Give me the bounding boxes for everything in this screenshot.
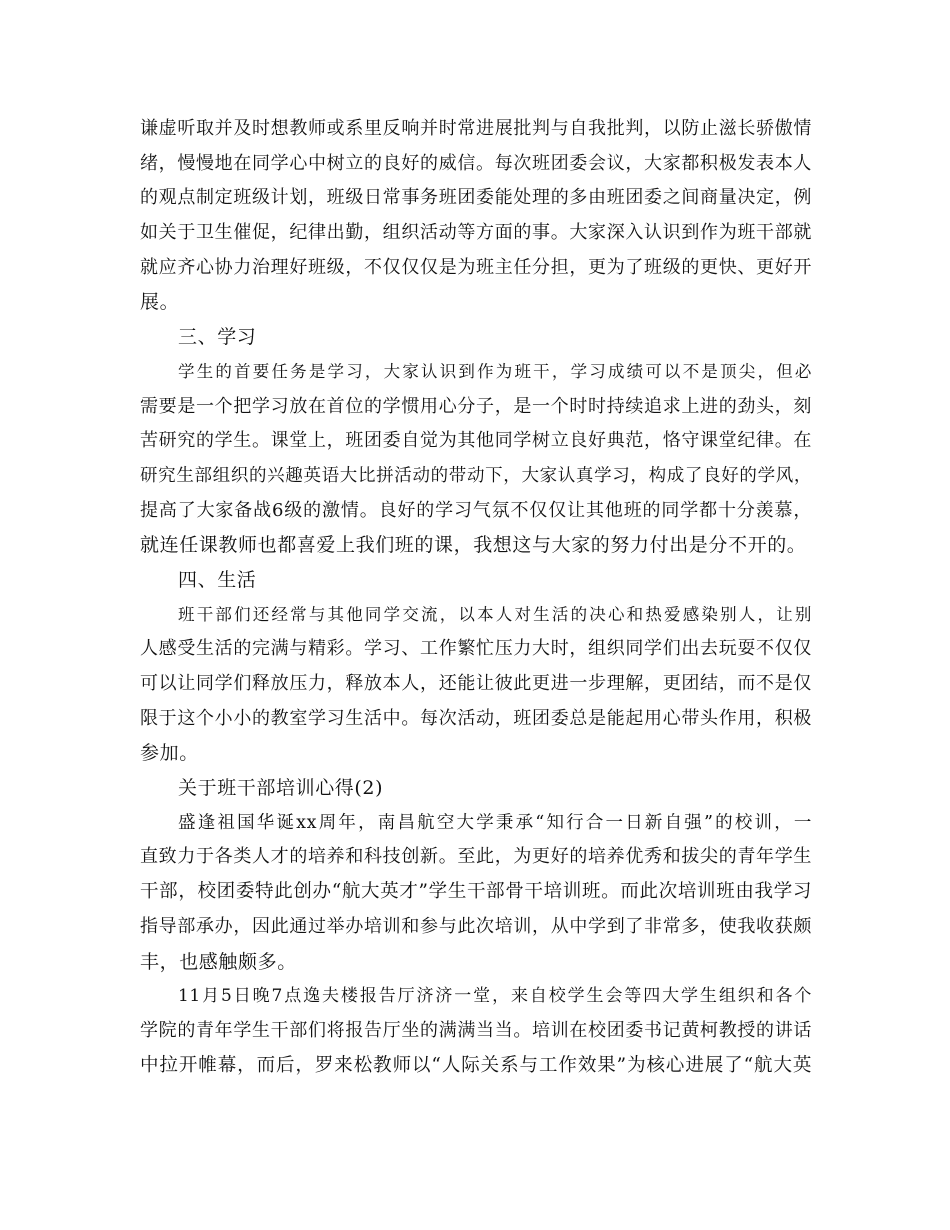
text-line: 人感受生活的完满与精彩。学习、工作繁忙压力大时，组织同学们出去玩耍不仅仅 — [140, 638, 812, 660]
text-line: 学院的青年学生干部们将报告厅坐的满满当当。培训在校团委书记黄柯教授的讲话 — [140, 1019, 812, 1041]
text-line: 关于班干部培训心得(2) — [178, 777, 384, 800]
text-line: 限于这个小小的教室学习生活中。每次活动，班团委总是能起用心带头作用，积极 — [140, 707, 812, 729]
text-line: 中拉开帷幕，而后，罗来松教师以“人际关系与工作效果”为核心进展了“航大英 — [140, 1054, 812, 1076]
text-line: 提高了大家备战6级的激情。良好的学习气氛不仅仅让其他班的同学都十分羡慕， — [140, 499, 812, 521]
text-line: 班干部们还经常与其他同学交流，以本人对生活的决心和热爱感染别人，让别 — [178, 604, 812, 624]
text-line: 绪，慢慢地在同学心中树立的良好的威信。每次班团委会议，大家都积极发表本人 — [140, 152, 812, 174]
text-line: 需要是一个把学习放在首位的学惯用心分子，是一个时时持续追求上进的劲头，刻 — [140, 395, 812, 417]
text-line: 盛逢祖国华诞xx周年，南昌航空大学秉承“知行合一日新自强”的校训，一 — [178, 812, 812, 833]
text-line: 谦虚听取并及时想教师或系里反响并时常进展批判与自我批判，以防止滋长骄傲情 — [140, 118, 812, 139]
text-line: 指导部承办，因此通过举办培训和参与此次培训，从中学到了非常多，使我收获颇 — [140, 915, 812, 937]
text-line: 研究生部组织的兴趣英语大比拼活动的带动下，大家认真学习，构成了良好的学风， — [140, 465, 812, 486]
text-line: 如关于卫生催促，纪律出勤，组织活动等方面的事。大家深入认识到作为班干部就 — [140, 222, 812, 244]
text-line: 三、学习 — [178, 326, 257, 349]
text-line: 参加。 — [140, 742, 199, 765]
text-line: 学生的首要任务是学习，大家认识到作为班干，学习成绩可以不是顶尖，但必 — [178, 361, 812, 381]
text-line: 干部，校团委特此创办“航大英才”学生干部骨干培训班。而此次培训班由我学习 — [140, 881, 812, 903]
text-line: 四、生活 — [178, 568, 257, 591]
text-line: 苦研究的学生。课堂上，班团委自觉为其他同学树立良好典范，恪守课堂纪律。在 — [140, 430, 812, 452]
text-line: 展。 — [140, 291, 180, 314]
text-line: 11月5日晚7点逸夫楼报告厅济济一堂，来自校学生会等四大学生组织和各个 — [178, 986, 812, 1007]
text-line: 就连任课教师也都喜爱上我们班的课，我想这与大家的努力付出是分不开的。 — [140, 534, 807, 557]
text-line: 的观点制定班级计划，班级日常事务班团委能处理的多由班团委之间商量决定，例 — [140, 187, 812, 209]
text-line: 就应齐心协力治理好班级，不仅仅仅是为班主任分担，更为了班级的更快、更好开 — [140, 256, 812, 278]
document-body — [140, 112, 812, 1083]
text-line: 直致力于各类人才的培养和科技创新。至此，为更好的培养优秀和拔尖的青年学生 — [140, 846, 812, 868]
text-line: 丰，也感触颇多。 — [140, 950, 297, 973]
text-line: 可以让同学们释放压力，释放本人，还能让彼此更进一步理解，更团结，而不是仅 — [140, 673, 812, 694]
